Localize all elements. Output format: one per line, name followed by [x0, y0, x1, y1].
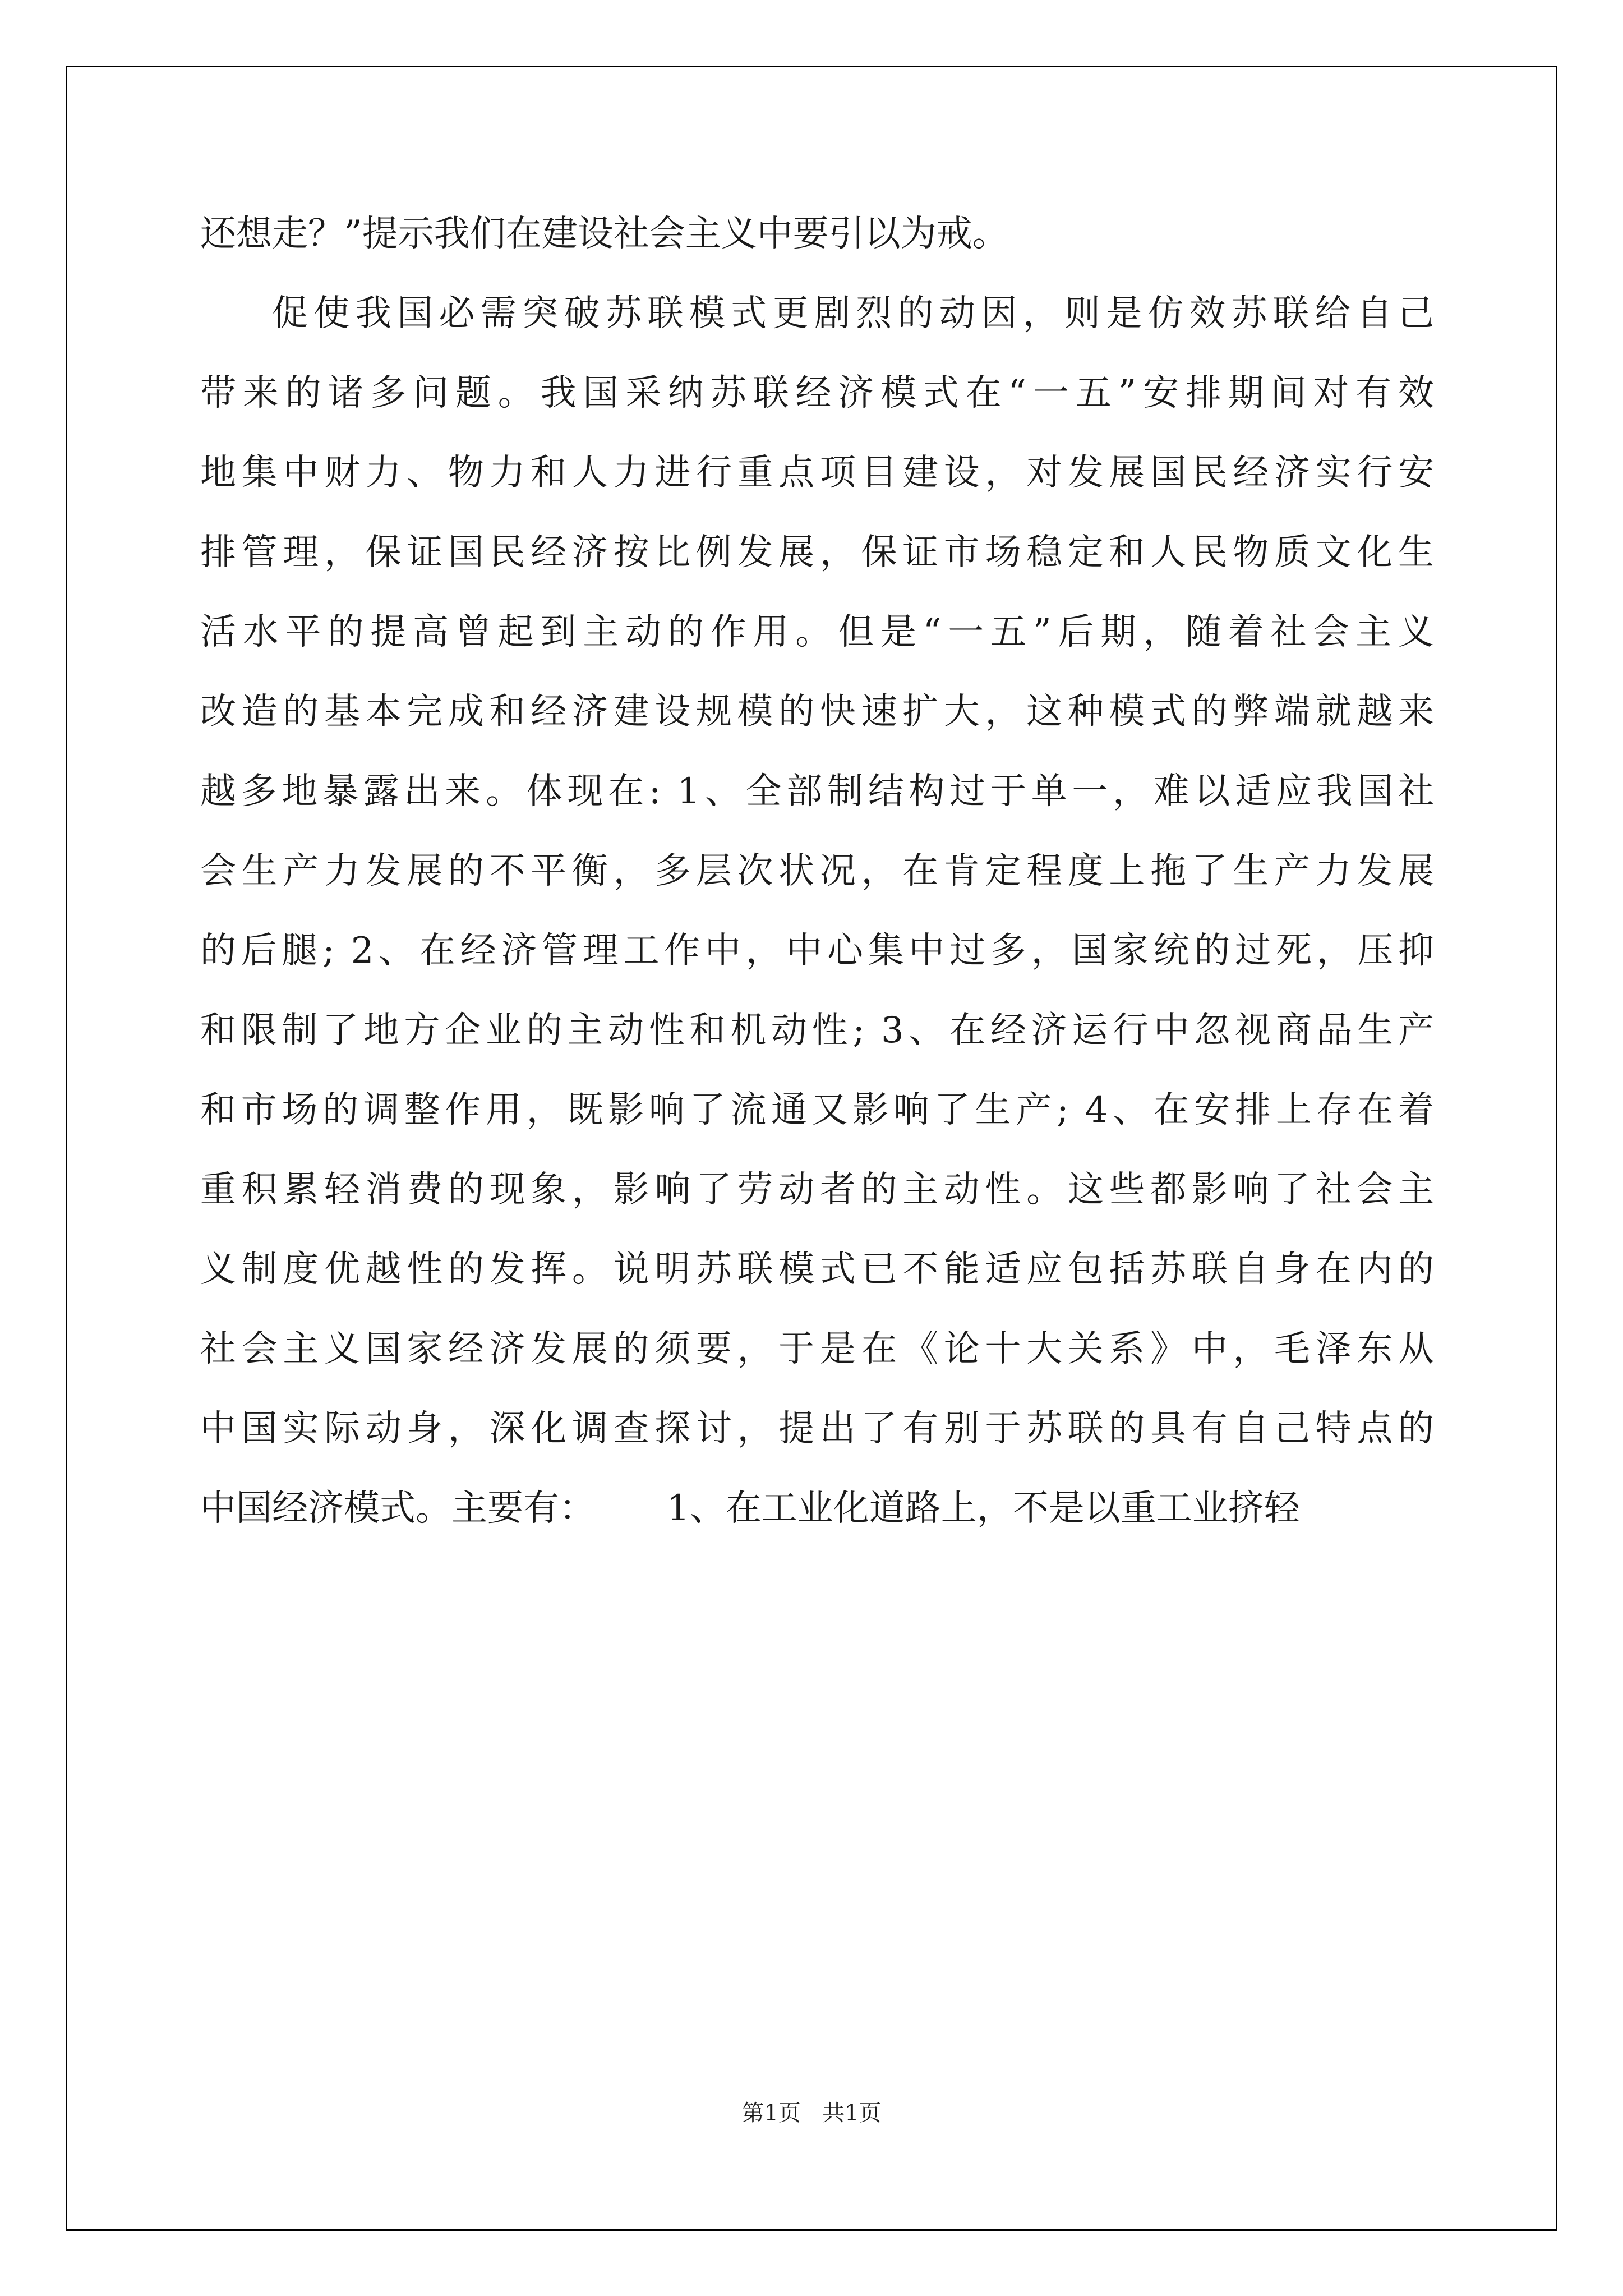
text-line: 社会主义国家经济发展的须要，于是在《论十大关系》中，毛泽东从: [200, 1328, 1434, 1370]
text-line: 改造的基本完成和经济建设规模的快速扩大，这种模式的弊端就越来: [200, 691, 1434, 733]
page-number-total: 共1页: [822, 2100, 882, 2126]
text-line-content: 促使我国必需突破苏联模式更剧烈的动因，则是仿效苏联给自己: [272, 293, 1434, 334]
text-line-content: 中国经济模式。主要有：: [200, 1488, 595, 1529]
text-line: 义制度优越性的发挥。说明苏联模式已不能适应包括苏联自身在内的: [200, 1249, 1434, 1290]
text-line: 和市场的调整作用，既影响了流通又影响了生产; 4、在安排上存在着: [200, 1089, 1434, 1131]
page-footer: [0, 2095, 1623, 2127]
text-line: [200, 274, 1434, 353]
text-line: 还想走？”提示我们在建设社会主义中要引以为戒。: [200, 213, 1008, 255]
text-line: 活水平的提高曾起到主动的作用。但是“一五”后期，随着社会主义: [200, 611, 1434, 653]
text-line-content: 1、在工业化道路上，不是以重工业挤轻: [667, 1488, 1300, 1529]
text-line: 和限制了地方企业的主动性和机动性; 3、在经济运行中忽视商品生产: [200, 1010, 1434, 1051]
text-line: 的后腿; 2、在经济管理工作中，中心集中过多，国家统的过死，压抑: [200, 930, 1434, 972]
text-line: 排管理，保证国民经济按比例发展，保证市场稳定和人民物质文化生: [200, 532, 1434, 573]
text-line: [200, 1469, 1434, 1548]
page-number-current: 第1页: [741, 2100, 801, 2126]
document-body: [200, 194, 1434, 1548]
text-line: 会生产力发展的不平衡，多层次状况，在肯定程度上拖了生产力发展: [200, 850, 1434, 892]
text-line: 地集中财力、物力和人力进行重点项目建设，对发展国民经济实行安: [200, 452, 1434, 494]
text-line: 重积累轻消费的现象，影响了劳动者的主动性。这些都影响了社会主: [200, 1169, 1434, 1211]
text-line: 中国实际动身，深化调查探讨，提出了有别于苏联的具有自己特点的: [200, 1408, 1434, 1450]
text-line: 带来的诸多问题。我国采纳苏联经济模式在“一五”安排期间对有效: [200, 372, 1434, 414]
text-line: 越多地暴露出来。体现在: 1、全部制结构过于单一，难以适应我国社: [200, 771, 1434, 812]
